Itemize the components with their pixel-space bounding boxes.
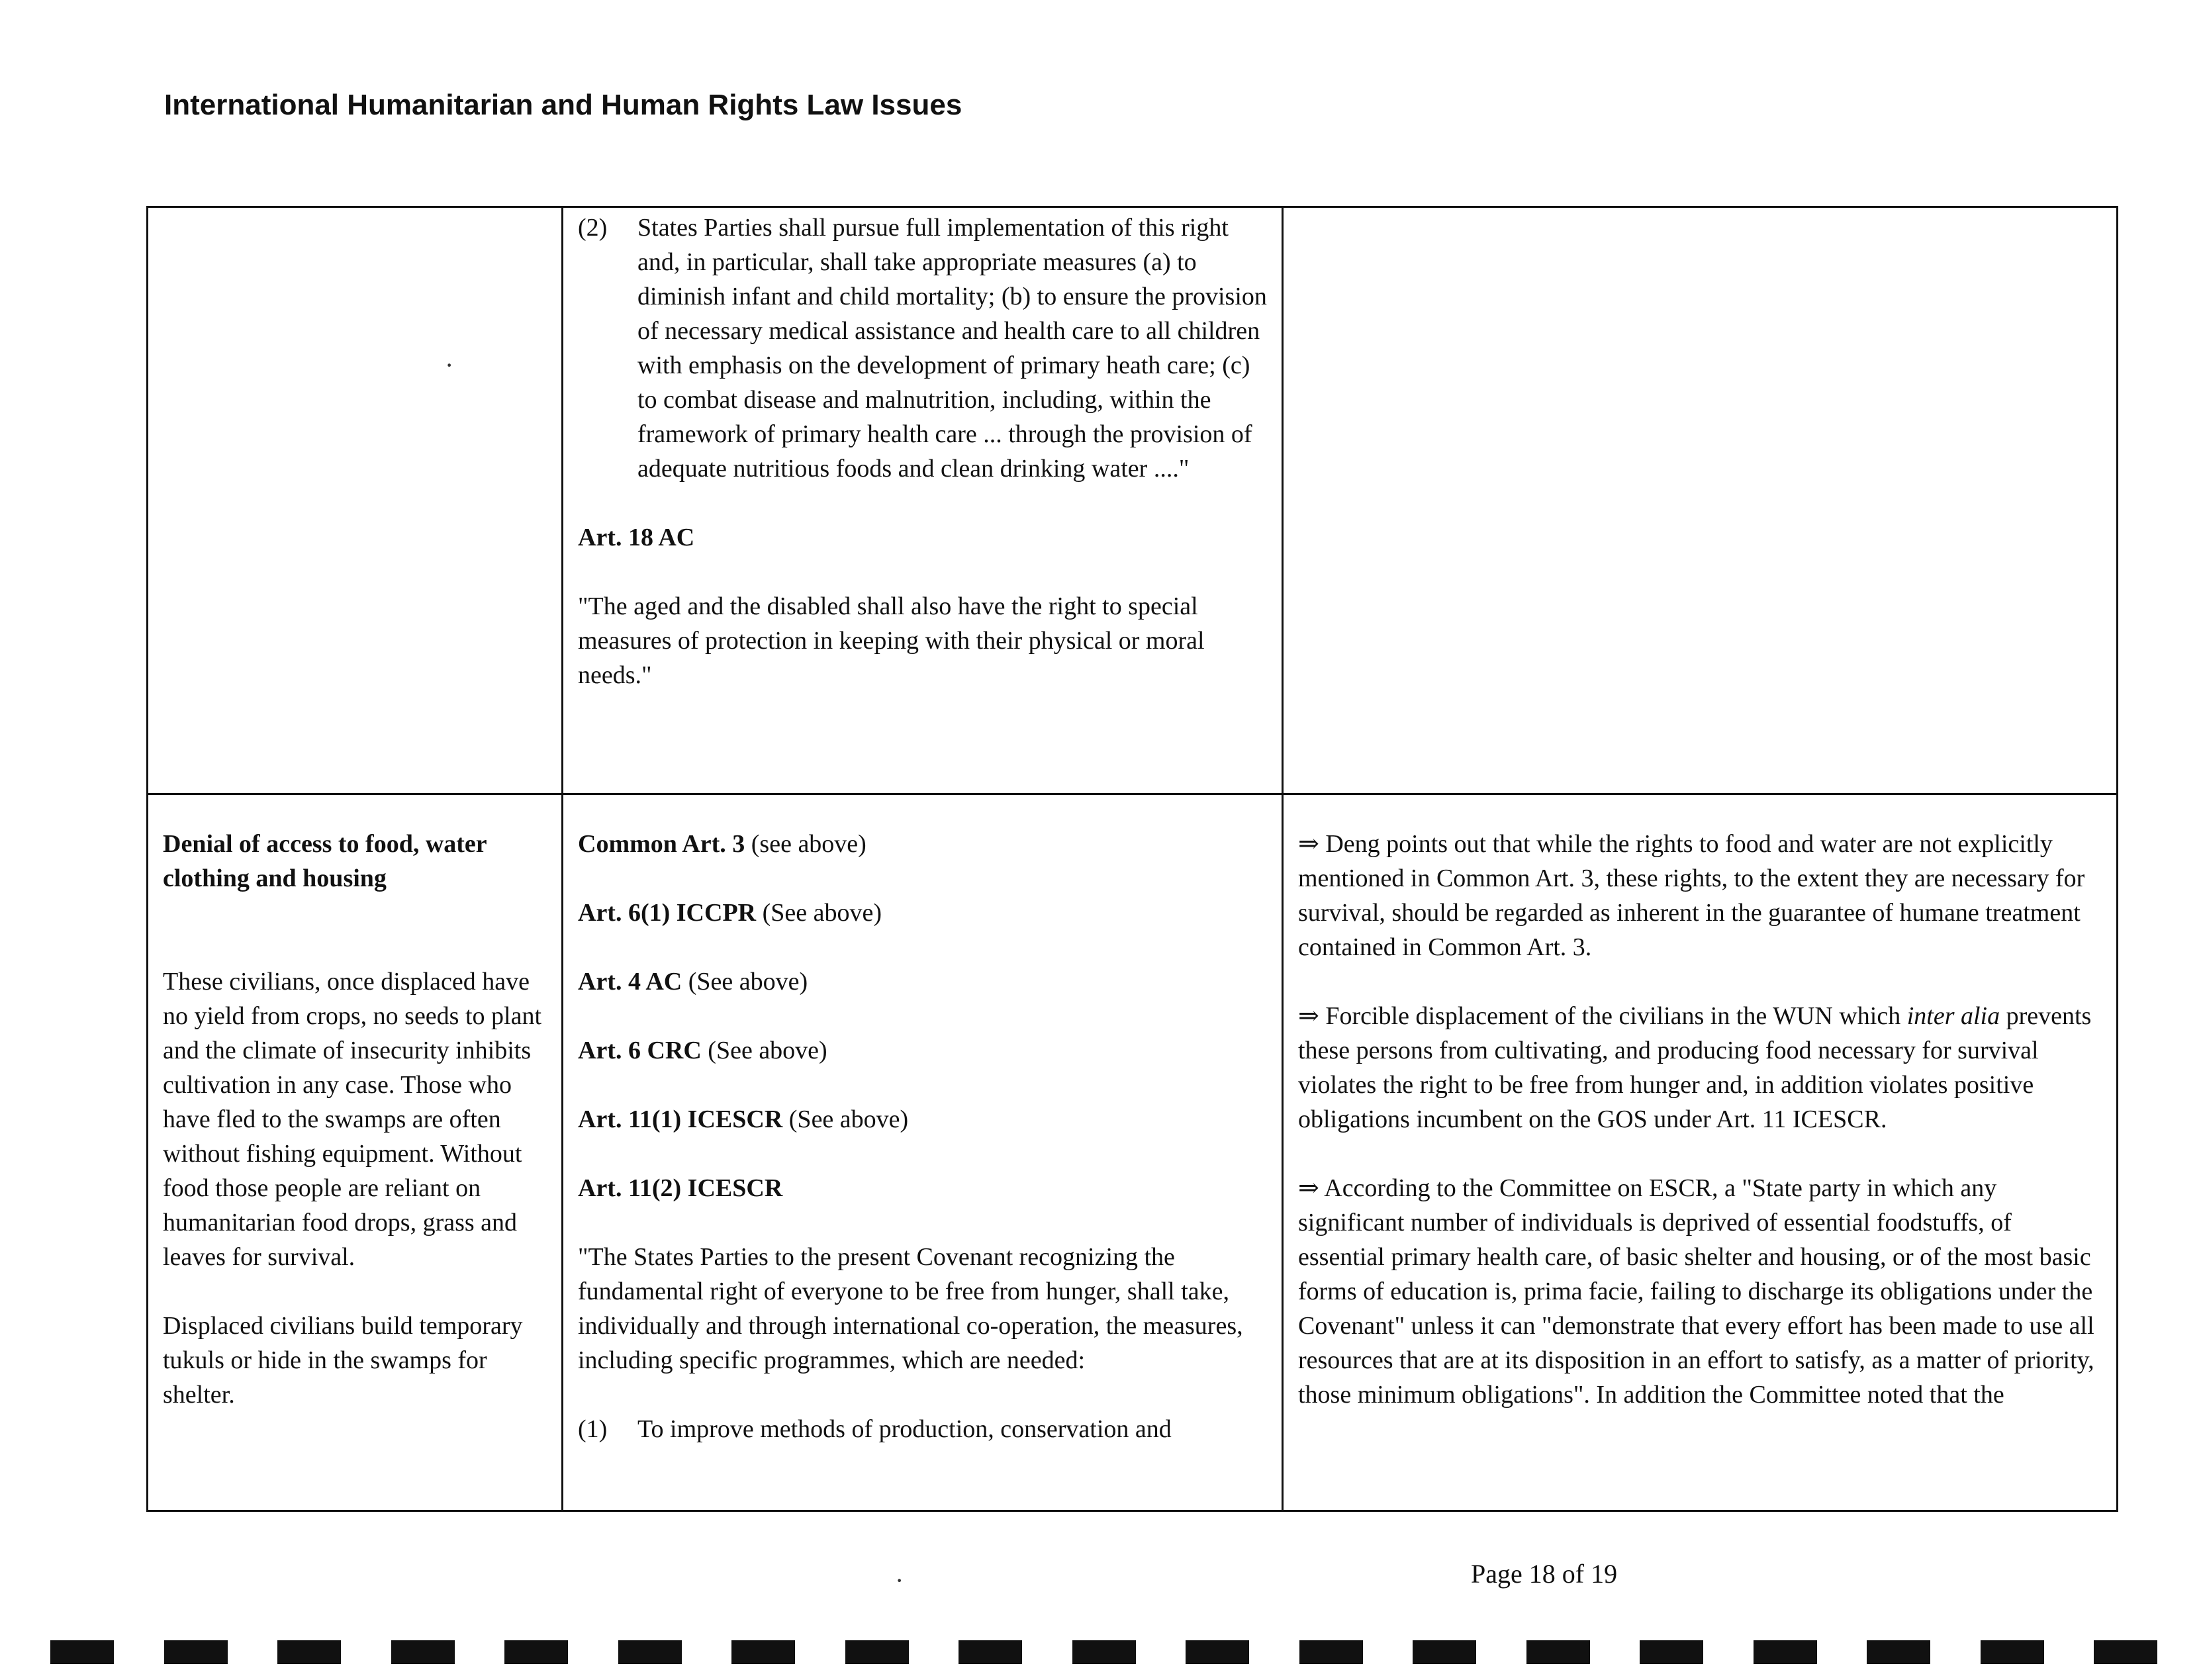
border-dash [1072, 1640, 1136, 1664]
scan-speck: · [445, 350, 454, 380]
row2-comment-cell [1283, 794, 2118, 1511]
border-dash [959, 1640, 1022, 1664]
border-dash [731, 1640, 795, 1664]
border-dash [50, 1640, 114, 1664]
row1-comment-cell [1283, 207, 2118, 794]
article-reference: Art. 6 CRC (See above) [578, 1037, 827, 1064]
issue-paragraph: Displaced civilians build temporary tukuls or hide in the swamps for shelter. [163, 1312, 523, 1409]
border-dash [391, 1640, 455, 1664]
comment-paragraph: ⇒ Deng points out that while the rights to food and water are not explicitly mentioned in Common Art. 3, these rights, to the extent they are necessary for survival, should be regarded as inherent in the guarantee of humane treatment contained in Common Art. 3. [1298, 830, 2085, 961]
page-number: Page 18 of 19 [1471, 1559, 1618, 1589]
item-text: States Parties shall pursue full implementation of this right and, in particular, shall take appropriate measures (a) to diminish infant and child mortality; (b) to ensure the provision of necessary medical assistance and health care to all children with emphasis on the development of primary heath care; (c) to combat disease and malnutrition, including, within the framework of primary health care ... through the provision of adequate nutritious foods and clean drinking water ...." [637, 214, 1267, 483]
border-dash [1640, 1640, 1703, 1664]
article-reference: Art. 11(2) ICESCR [578, 1174, 783, 1202]
border-dash [1754, 1640, 1817, 1664]
border-dash [845, 1640, 909, 1664]
border-dash [1413, 1640, 1476, 1664]
row2-issue-cell [148, 794, 563, 1511]
article-reference: Art. 4 AC (See above) [578, 968, 808, 996]
border-dash [504, 1640, 568, 1664]
border-dash [277, 1640, 341, 1664]
border-dash [1299, 1640, 1363, 1664]
comment-paragraph: ⇒ According to the Committee on ESCR, a "State party in which any significant number of individuals is deprived of essential foodstuffs, of essential primary health care, of basic shelter and housing, or of the most basic forms of education is, prima facie, failing to discharge its obligations under the Covenant" unless it can "demonstrate that every effort has been made to use all resources that are at its disposition in an effort to satisfy, as a matter of priority, those minimum obligations". In addition the Committee noted that the [1298, 1174, 2094, 1409]
border-dash [618, 1640, 682, 1664]
article-reference: Common Art. 3 (see above) [578, 830, 866, 858]
item-text: To improve methods of production, conservation and [637, 1415, 1172, 1443]
row2-law-cell [563, 794, 1283, 1511]
crc-item-2 [578, 210, 1267, 486]
border-dash [2094, 1640, 2157, 1664]
item-number: (1) [578, 1415, 608, 1443]
arrow-icon: ⇒ [1298, 830, 1319, 858]
legal-issues-table [146, 206, 2118, 1512]
table-row [148, 794, 2118, 1511]
article-heading: Art. 18 AC [578, 524, 695, 551]
covenant-quote: "The States Parties to the present Covenant recognizing the fundamental right of everyone to be free from hunger, shall take, individually and through international co-operation, the measures, including specific programmes, which are needed: [578, 1243, 1243, 1374]
arrow-icon: ⇒ [1298, 1002, 1319, 1030]
page-header-title: International Humanitarian and Human Rights Law Issues [164, 89, 962, 121]
row1-issue-cell [148, 207, 563, 794]
row1-law-cell [563, 207, 1283, 794]
comment-paragraph: ⇒ Forcible displacement of the civilians in the WUN which inter alia prevents these persons from cultivating, and producing food necessary for survival violates the right to be free from hunger and, in addition violates positive obligations incumbent on the GOS under Art. 11 ICESCR. [1298, 1002, 2092, 1133]
border-dash [164, 1640, 228, 1664]
issue-paragraph: These civilians, once displaced have no yield from crops, no seeds to plant and the climate of insecurity inhibits cultivation in any case. Those who have fled to the swamps are often without fishing equipment. Without food those people are reliant on humanitarian food drops, grass and leaves for survival. [163, 968, 542, 1271]
border-dash [1867, 1640, 1930, 1664]
article-reference: Art. 6(1) ICCPR (See above) [578, 899, 882, 927]
article-quote: "The aged and the disabled shall also have the right to special measures of protection in keeping with their physical or moral needs." [578, 592, 1205, 689]
covenant-item-1 [578, 1412, 1267, 1446]
item-number: (2) [578, 214, 608, 242]
scan-speck: · [895, 1565, 904, 1595]
border-dash [1981, 1640, 2044, 1664]
border-dash [1186, 1640, 1249, 1664]
arrow-icon: ⇒ [1298, 1174, 1319, 1202]
border-dash [1526, 1640, 1590, 1664]
table-row [148, 207, 2118, 794]
issue-heading: Denial of access to food, water clothing and housing [163, 830, 487, 892]
article-reference: Art. 11(1) ICESCR (See above) [578, 1105, 909, 1133]
scan-border-dashes [0, 1640, 2201, 1664]
